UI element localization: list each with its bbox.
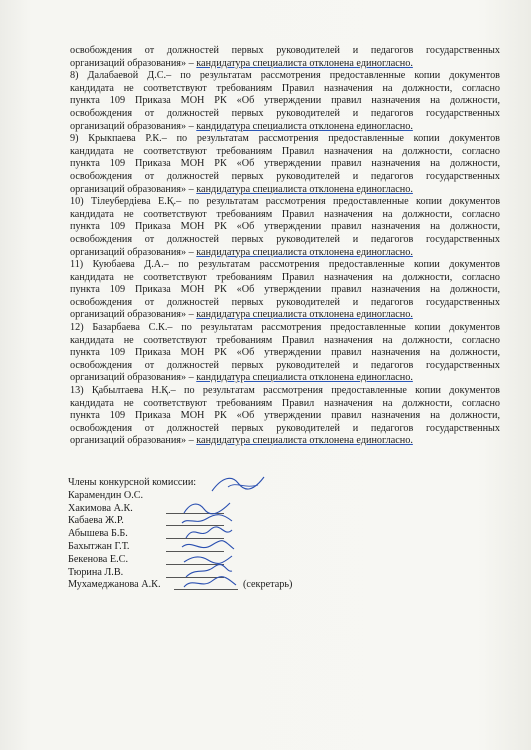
paragraph-line: 11) Куюбаева Д.А.– по результатам рассмотрения предоставленные копии документов: [70, 259, 500, 271]
paragraph-line: кандидата не соответствуют требованиям Правил назначения на должности, согласно: [70, 145, 500, 157]
member-name: Тюрина Л.В.: [68, 566, 124, 578]
paragraph-line: 10) Тілеубердіева Е.Қ.– по результатам рассмотрения предоставленные копии документов: [70, 196, 500, 208]
paragraph-line-text: организаций образования» –: [70, 372, 197, 384]
paragraph-line: пункта 109 Приказа МОН РК «Об утверждении правил назначения на должности,: [70, 410, 500, 422]
paragraph-line-text: организаций образования» –: [70, 120, 197, 132]
verdict-text: кандидатура специалиста отклонена единогласно.: [196, 120, 413, 132]
paragraph-line: кандидата не соответствуют требованиям Правил назначения на должности, согласно: [70, 208, 500, 220]
member-name: Хакимова А.К.: [68, 502, 133, 514]
paragraph-line-text: организаций образования» –: [70, 183, 197, 195]
verdict-text: кандидатура специалиста отклонена единогласно.: [196, 435, 413, 447]
member-name: Кабаева Ж.Р.: [68, 515, 124, 527]
commission-heading: [68, 477, 388, 490]
decision-paragraph: [70, 133, 500, 196]
paragraph-line: пункта 109 Приказа МОН РК «Об утверждении правил назначения на должности,: [70, 347, 500, 359]
paragraph-line: [70, 372, 500, 385]
paragraph-line: пункта 109 Приказа МОН РК «Об утверждении правил назначения на должности,: [70, 95, 500, 107]
decision-paragraph: [70, 322, 500, 385]
verdict-text: кандидатура специалиста отклонена единогласно.: [196, 57, 413, 69]
handwritten-signature: [180, 573, 240, 595]
member-name: Бахытжан Г.Т.: [68, 540, 130, 552]
decision-paragraph: [70, 196, 500, 259]
paragraph-line: [70, 58, 500, 71]
paragraph-line: освобождения от должностей первых руководителей и педагогов государственных: [70, 233, 500, 245]
paragraph-line: 9) Крыкпаева Р.К.– по результатам рассмотрения предоставленные копии документов: [70, 133, 500, 145]
member-name: Абышева Б.Б.: [68, 528, 128, 540]
verdict-text: кандидатура специалиста отклонена единогласно.: [196, 246, 413, 258]
paragraph-line: 12) Базарбаева С.К.– по результатам рассмотрения предоставленные копии документов: [70, 322, 500, 334]
decision-paragraph: [70, 45, 500, 70]
paragraph-line: [70, 309, 500, 322]
verdict-text: кандидатура специалиста отклонена единогласно.: [196, 309, 413, 321]
paragraph-line: кандидата не соответствуют требованиям Правил назначения на должности, согласно: [70, 82, 500, 94]
decision-paragraph: [70, 385, 500, 448]
paragraph-line: освобождения от должностей первых руководителей и педагогов государственных: [70, 45, 500, 56]
paragraph-line: освобождения от должностей первых руководителей и педагогов государственных: [70, 107, 500, 119]
paragraph-line-text: организаций образования» –: [70, 57, 197, 69]
paragraph-line: [70, 247, 500, 260]
paragraph-line-text: организаций образования» –: [70, 309, 197, 321]
paragraph-line: кандидата не соответствуют требованиям Правил назначения на должности, согласно: [70, 271, 500, 283]
paragraph-line: освобождения от должностей первых руководителей и педагогов государственных: [70, 422, 500, 434]
paragraph-line: освобождения от должностей первых руководителей и педагогов государственных: [70, 170, 500, 182]
document-body: [70, 45, 500, 448]
paragraph-line-text: организаций образования» –: [70, 435, 197, 447]
paragraph-line: освобождения от должностей первых руководителей и педагогов государственных: [70, 296, 500, 308]
verdict-text: кандидатура специалиста отклонена единогласно.: [196, 183, 413, 195]
paragraph-line: [70, 184, 500, 197]
commission-member-row: [68, 579, 388, 592]
decision-paragraph: [70, 259, 500, 322]
paragraph-line: 8) Далабаевой Д.С.– по результатам рассмотрения предоставленные копии документов: [70, 70, 500, 82]
member-name: Бекенова Е.С.: [68, 553, 128, 565]
paragraph-line: пункта 109 Приказа МОН РК «Об утверждении правил назначения на должности,: [70, 221, 500, 233]
commission-members-block: [68, 477, 388, 592]
verdict-text: кандидатура специалиста отклонена единогласно.: [196, 372, 413, 384]
commission-heading-text: Члены конкурсной комиссии:: [68, 477, 197, 488]
paragraph-line-text: организаций образования» –: [70, 246, 197, 258]
paragraph-line: [70, 121, 500, 134]
paragraph-line: [70, 435, 500, 448]
paragraph-line: пункта 109 Приказа МОН РК «Об утверждении правил назначения на должности,: [70, 158, 500, 170]
paragraph-line: кандидата не соответствуют требованиям Правил назначения на должности, согласно: [70, 334, 500, 346]
decision-paragraph: [70, 70, 500, 133]
paragraph-line: кандидата не соответствуют требованиям Правил назначения на должности, согласно: [70, 397, 500, 409]
paragraph-line: пункта 109 Приказа МОН РК «Об утверждении правил назначения на должности,: [70, 284, 500, 296]
secretary-note: (секретарь): [243, 579, 293, 591]
paragraph-line: освобождения от должностей первых руководителей и педагогов государственных: [70, 359, 500, 371]
member-name: Мухамеджанова А.К.: [68, 579, 161, 591]
member-name: Карамендин О.С.: [68, 489, 144, 501]
paragraph-line: 13) Қабылтаева Н.Қ.– по результатам рассмотрения предоставленные копии документов: [70, 385, 500, 397]
